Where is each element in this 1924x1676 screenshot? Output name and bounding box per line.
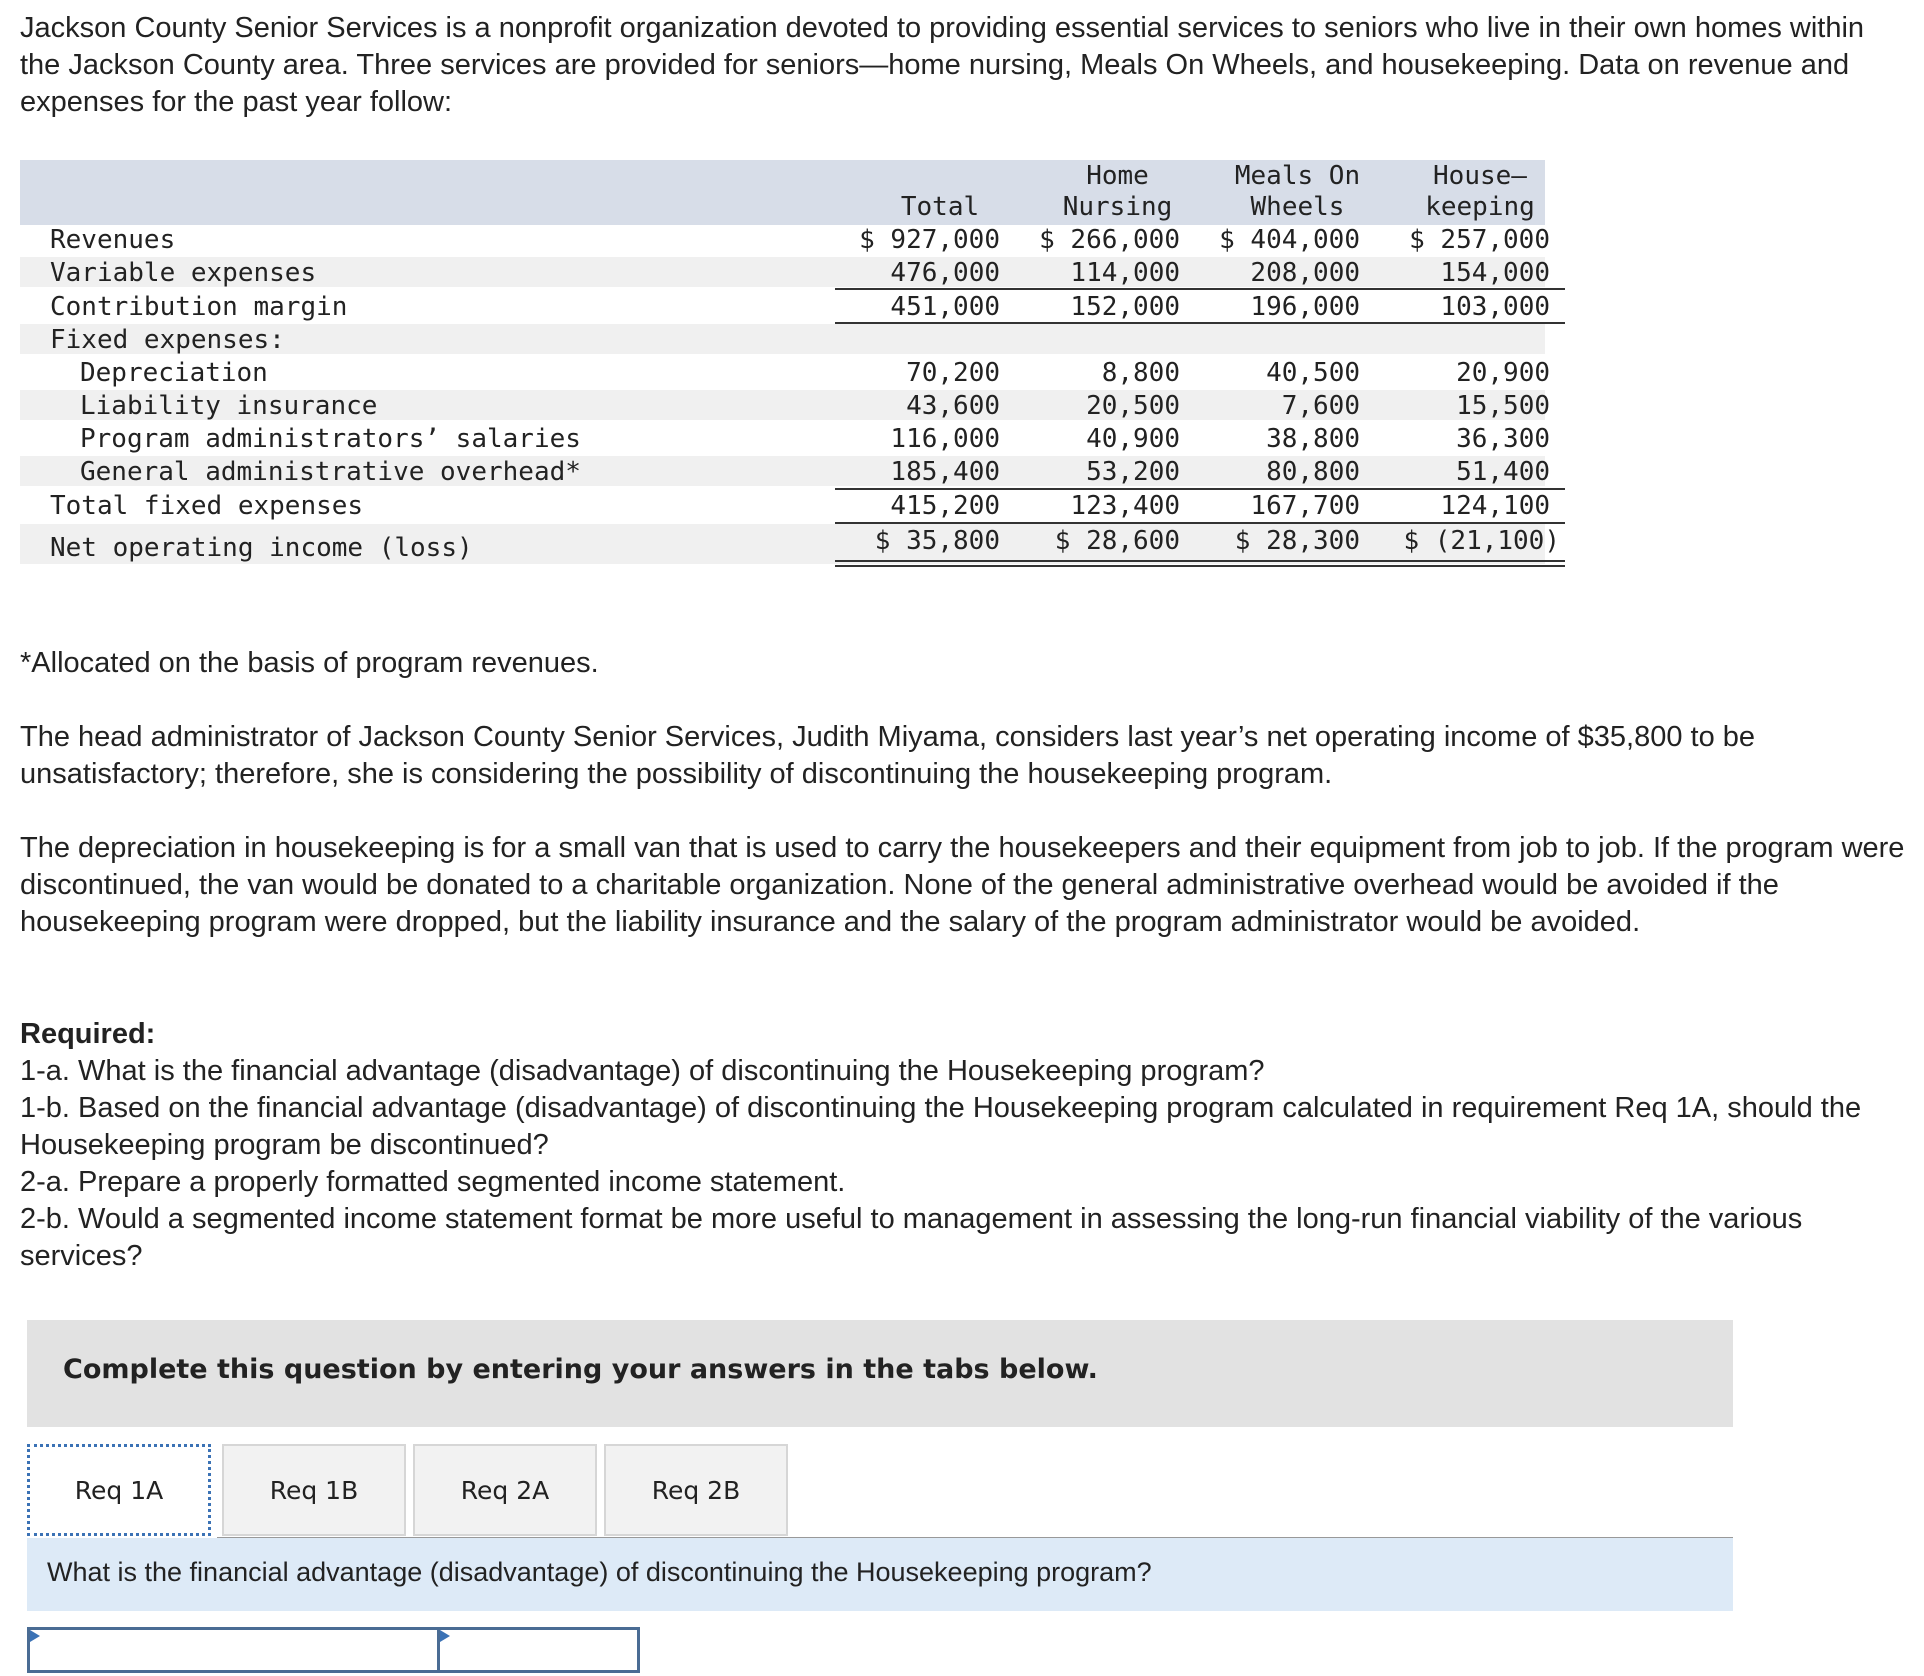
cell-depr-meals: 40,500 [1266, 358, 1360, 388]
cell-varexp-total: 476,000 [890, 258, 1000, 288]
col-header-home-nursing: Home Nursing [1062, 161, 1173, 222]
cell-salaries-housekeeping: 36,300 [1456, 424, 1550, 454]
row-label-total-fixed-expenses: Total fixed expenses [50, 491, 364, 521]
required-section [20, 1016, 1910, 1275]
cell-salaries-home-nursing: 40,900 [1086, 424, 1180, 454]
tab-req-2b[interactable]: Req 2B [604, 1444, 788, 1536]
cell-liab-housekeeping: 15,500 [1456, 391, 1550, 421]
cell-revenues-home-nursing: $ 266,000 [1039, 225, 1180, 255]
cell-totalfixed-housekeeping: 124,100 [1440, 491, 1550, 521]
double-rule-bottom [835, 565, 1565, 567]
required-item-1a: 1-a. What is the financial advantage (disadvantage) of discontinuing the Housekeeping program? [20, 1055, 1265, 1087]
cell-totalfixed-total: 415,200 [890, 491, 1000, 521]
double-rule-top [835, 560, 1565, 562]
col-header-meals-on-wheels: Meals On Wheels [1234, 161, 1361, 222]
tab-req-1b[interactable]: Req 1B [222, 1444, 406, 1536]
cell-liab-home-nursing: 20,500 [1086, 391, 1180, 421]
question-bar [27, 1538, 1733, 1611]
cell-totalfixed-home-nursing: 123,400 [1070, 491, 1180, 521]
revenue-expense-table [20, 160, 1560, 570]
cell-noi-home-nursing: $ 28,600 [1054, 526, 1180, 556]
answer-amount-input[interactable] [440, 1630, 637, 1670]
subtotal-rule [835, 288, 1565, 290]
paragraph-depreciation: The depreciation in housekeeping is for a small van that is used to carry the housekeepers and their equipment from job to job. If the program were discontinued, the van would be donated to a charitable organization. None of the general administrative overhead would be avoided if the housekeeping program were dropped, but the liability insurance and the salary of the program administrator would be avoided. [20, 832, 1905, 938]
tab-req-2a[interactable]: Req 2A [413, 1444, 597, 1536]
cell-noi-meals: $ 28,300 [1234, 526, 1360, 556]
row-label-liability-insurance: Liability insurance [80, 391, 378, 421]
col-header-total: Total [900, 192, 980, 222]
cell-salaries-meals: 38,800 [1266, 424, 1360, 454]
answer-label-cell[interactable] [27, 1627, 440, 1673]
cell-varexp-housekeeping: 154,000 [1440, 258, 1550, 288]
cell-salaries-total: 116,000 [890, 424, 1000, 454]
cell-varexp-meals: 208,000 [1250, 258, 1360, 288]
dropdown-marker-icon [440, 1630, 450, 1642]
row-label-contribution-margin: Contribution margin [50, 292, 348, 322]
row-label-net-operating-income: Net operating income (loss) [50, 533, 473, 563]
cell-varexp-home-nursing: 114,000 [1070, 258, 1180, 288]
cell-totalfixed-meals: 167,700 [1250, 491, 1360, 521]
dropdown-marker-icon [30, 1630, 40, 1642]
answer-amount-cell[interactable] [437, 1627, 640, 1673]
subtotal-rule [835, 522, 1565, 524]
footnote: *Allocated on the basis of program revenues. [20, 647, 599, 679]
cell-depr-housekeeping: 20,900 [1456, 358, 1550, 388]
instruction-panel [27, 1320, 1733, 1427]
cell-overhead-meals: 80,800 [1266, 457, 1360, 487]
question-text: What is the financial advantage (disadvantage) of discontinuing the Housekeeping program? [47, 1557, 1152, 1587]
col-header-housekeeping: House– keeping [1425, 161, 1535, 222]
cell-cm-housekeeping: 103,000 [1440, 292, 1550, 322]
required-title: Required: [20, 1018, 156, 1050]
cell-overhead-housekeeping: 51,400 [1456, 457, 1550, 487]
tab-req-1a[interactable]: Req 1A [27, 1444, 211, 1536]
required-item-2a: 2-a. Prepare a properly formatted segmented income statement. [20, 1166, 846, 1198]
subtotal-rule [835, 322, 1565, 324]
cell-noi-total: $ 35,800 [874, 526, 1000, 556]
cell-cm-home-nursing: 152,000 [1070, 292, 1180, 322]
cell-cm-meals: 196,000 [1250, 292, 1360, 322]
subtotal-rule [835, 488, 1565, 490]
cell-liab-meals: 7,600 [1281, 391, 1360, 421]
cell-revenues-total: $ 927,000 [859, 225, 1000, 255]
row-label-revenues: Revenues [50, 225, 176, 255]
required-item-2b: 2-b. Would a segmented income statement format be more useful to management in assessing the long-run financial viability of the various services? [20, 1203, 1803, 1272]
cell-depr-total: 70,200 [906, 358, 1000, 388]
row-label-variable-expenses: Variable expenses [50, 258, 317, 288]
paragraph-administrator: The head administrator of Jackson County Senior Services, Judith Miyama, considers last year’s net operating income of $35,800 to be unsatisfactory; therefore, she is considering the possibility of discontinuing the housekeeping program. [20, 721, 1756, 790]
row-label-fixed-expenses: Fixed expenses: [50, 325, 285, 355]
cell-overhead-total: 185,400 [890, 457, 1000, 487]
row-label-program-admin-salaries: Program administrators’ salaries [80, 424, 581, 454]
answer-label-input[interactable] [30, 1630, 437, 1670]
cell-depr-home-nursing: 8,800 [1101, 358, 1180, 388]
cell-cm-total: 451,000 [890, 292, 1000, 322]
cell-revenues-meals: $ 404,000 [1219, 225, 1360, 255]
cell-revenues-housekeeping: $ 257,000 [1409, 225, 1550, 255]
required-item-1b: 1-b. Based on the financial advantage (disadvantage) of discontinuing the Housekeeping program calculated in requirement Req 1A, should the Housekeeping program be discontinued? [20, 1092, 1862, 1161]
instruction-text: Complete this question by entering your answers in the tabs below. [63, 1354, 1098, 1385]
row-label-general-admin-overhead: General administrative overhead* [80, 457, 581, 487]
row-label-depreciation: Depreciation [80, 358, 268, 388]
cell-overhead-home-nursing: 53,200 [1086, 457, 1180, 487]
intro-paragraph: Jackson County Senior Services is a nonprofit organization devoted to providing essential services to seniors who live in their own homes within the Jackson County area. Three services are provided for seniors—home nursing, Meals On Wheels, and housekeeping. Data on revenue and expenses for the past year follow: [20, 12, 1865, 118]
cell-liab-total: 43,600 [906, 391, 1000, 421]
cell-noi-housekeeping: $ (21,100) [1403, 526, 1560, 556]
